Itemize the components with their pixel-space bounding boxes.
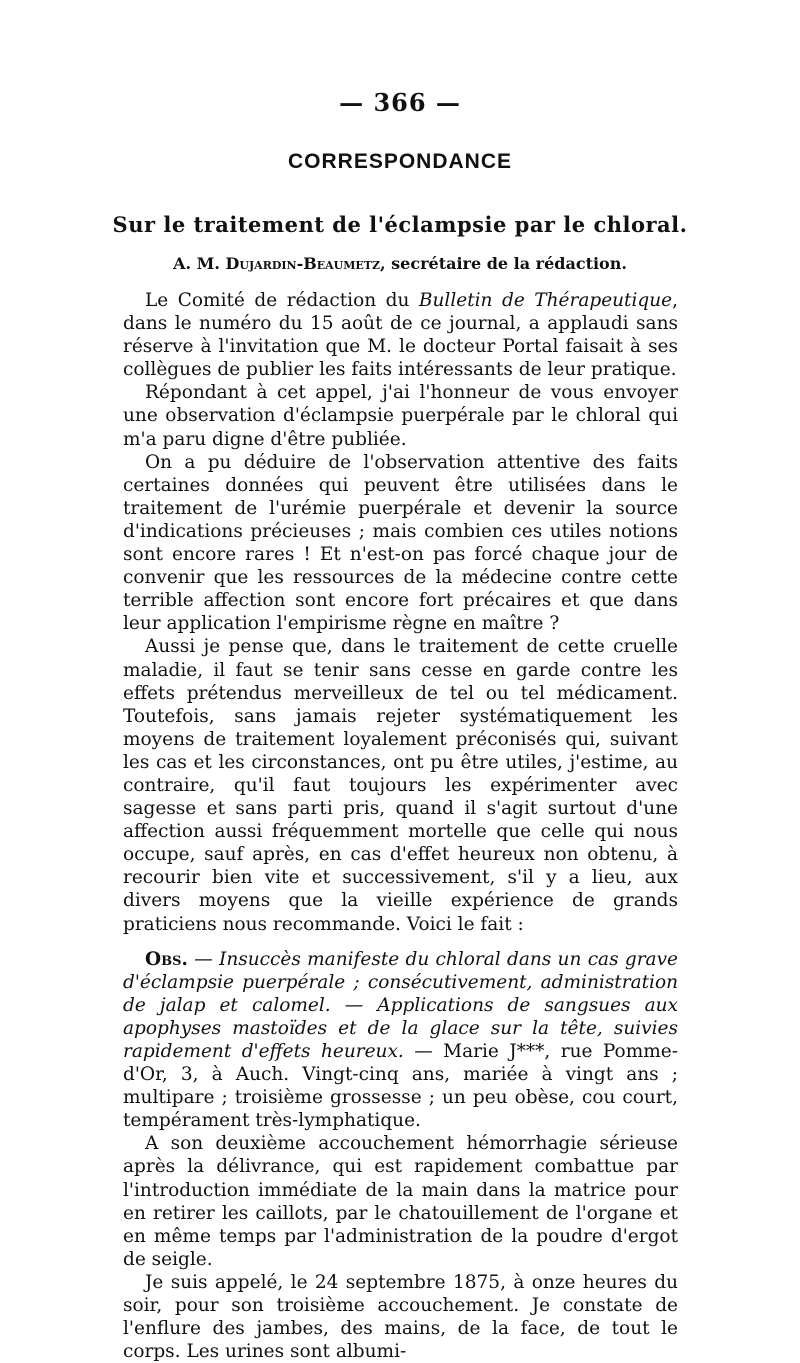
paragraph-3: On a pu déduire de l'observation attentive des faits certaines données qui peuvent être utilisées dans le traitement de l'urémie puerpérale et devenir la source d'indications précieuses ; mais combien ces utiles notions sont encore rares ! Et n'est-on pas forcé chaque jour de convenir que les ressources de la médecine contre cette terrible affection sont encore fort précaires et que dans leur application l'empirisme règne en maître ? <box>123 451 678 635</box>
observation-text: — Marie J***, rue Pomme-d'Or, 3, à Auch. Vingt-cinq ans, mariée à vingt ans ; multipare ; troisième grossesse ; un peu obèse, cou court, tempérament très-lymphatique. <box>123 1041 678 1132</box>
paragraph-1 <box>123 289 678 381</box>
paragraph-1-start: Le Comité de rédaction du <box>145 290 419 311</box>
author-line <box>0 254 800 273</box>
author-name: Dujardin-Beaumetz <box>225 254 381 273</box>
paragraph-gap <box>123 936 678 948</box>
observation-label: Obs. <box>145 948 188 970</box>
observation-paragraph <box>123 948 678 1133</box>
author-initials: A. M. <box>173 254 220 273</box>
paragraph-6: Je suis appelé, le 24 septembre 1875, à onze heures du soir, pour son troisième accouchement. Je constate de l'enflure des jambes, des mains, de la face, de tout le corps. Les urines sont albumi- <box>123 1271 678 1363</box>
paragraph-1-end: , dans le numéro du 15 août de ce journal, a applaudi sans réserve à l'invitation que M. le docteur Portal faisait à ses collègues de publier les faits intéressants de leur pratique. <box>123 290 679 381</box>
author-role: , secrétaire de la rédaction. <box>380 254 627 273</box>
section-title: CORRESPONDANCE <box>287 150 513 173</box>
paragraph-4: Aussi je pense que, dans le traitement de cette cruelle maladie, il faut se tenir sans cesse en garde contre les effets prétendus merveilleux de tel ou tel médicament. Toutefois, sans jamais rejeter systématiquement les moyens de traitement loyalement préconisés qui, suivant les cas et les circonstances, ont pu être utiles, j'estime, au contraire, qu'il faut toujours les expérimenter avec sagesse et sans parti pris, quand il s'agit surtout d'une affection aussi fréquemment mortelle que celle qui nous occupe, sauf après, en cas d'effet heureux non obtenu, à recourir bien vite et successivement, s'il y a lieu, aux divers moyens que la vieille expérience de grands praticiens nous recommande. Voici le fait : <box>123 636 678 935</box>
page-number: — 366 — <box>339 88 461 117</box>
article-subtitle: Sur le traitement de l'éclampsie par le chloral. <box>112 212 688 237</box>
observation-title: — Insuccès manifeste du chloral dans un cas grave d'éclampsie puerpérale ; consécutivement, administration de jalap et calomel. — Applications de sangsues aux apophyses mastoïdes et de la glace sur la tête, suivies rapidement d'effets heureux. <box>123 948 678 1062</box>
article-body <box>123 289 678 1363</box>
paragraph-5: A son deuxième accouchement hémorrhagie sérieuse après la délivrance, qui est rapidement combattue par l'introduction immédiate de la main dans la matrice pour en retirer les caillots, par le chatouillement de l'organe et en même temps par l'administration de la poudre d'ergot de seigle. <box>123 1133 678 1270</box>
journal-name: Bulletin de Thérapeutique <box>418 290 673 311</box>
paragraph-2: Répondant à cet appel, j'ai l'honneur de vous envoyer une observation d'éclampsie puerpérale par le chloral qui m'a paru digne d'être publiée. <box>123 382 678 450</box>
